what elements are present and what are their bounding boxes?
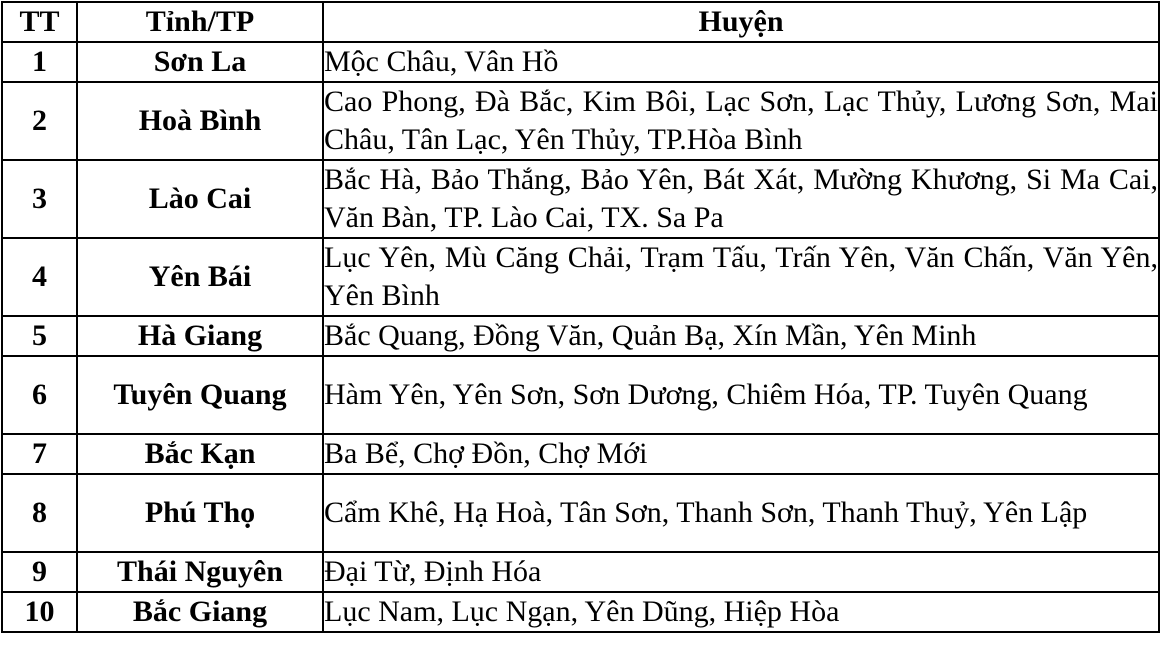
header-district: Huyện bbox=[323, 2, 1159, 42]
row-number: 8 bbox=[2, 474, 77, 552]
province-name: Phú Thọ bbox=[77, 474, 323, 552]
row-number: 1 bbox=[2, 42, 77, 82]
district-list: Lục Yên, Mù Căng Chải, Trạm Tấu, Trấn Yên, Văn Chấn, Văn Yên, Yên Bình bbox=[323, 238, 1159, 316]
row-number: 7 bbox=[2, 434, 77, 474]
row-number: 3 bbox=[2, 160, 77, 238]
table-row bbox=[2, 42, 1159, 82]
table-row bbox=[2, 160, 1159, 238]
row-number: 6 bbox=[2, 356, 77, 434]
district-list: Cao Phong, Đà Bắc, Kim Bôi, Lạc Sơn, Lạc Thủy, Lương Sơn, Mai Châu, Tân Lạc, Yên Thủy, TP.Hòa Bình bbox=[323, 82, 1159, 160]
header-province: Tỉnh/TP bbox=[77, 2, 323, 42]
district-list: Hàm Yên, Yên Sơn, Sơn Dương, Chiêm Hóa, TP. Tuyên Quang bbox=[323, 356, 1159, 434]
table-row bbox=[2, 316, 1159, 356]
province-name: Lào Cai bbox=[77, 160, 323, 238]
district-list: Bắc Hà, Bảo Thắng, Bảo Yên, Bát Xát, Mường Khương, Si Ma Cai, Văn Bàn, TP. Lào Cai, TX. Sa Pa bbox=[323, 160, 1159, 238]
row-number: 4 bbox=[2, 238, 77, 316]
province-name: Hà Giang bbox=[77, 316, 323, 356]
row-number: 9 bbox=[2, 552, 77, 592]
row-number: 2 bbox=[2, 82, 77, 160]
table-row bbox=[2, 238, 1159, 316]
row-number: 5 bbox=[2, 316, 77, 356]
province-name: Bắc Kạn bbox=[77, 434, 323, 474]
province-name: Tuyên Quang bbox=[77, 356, 323, 434]
province-name: Bắc Giang bbox=[77, 592, 323, 632]
district-list: Lục Nam, Lục Ngạn, Yên Dũng, Hiệp Hòa bbox=[323, 592, 1159, 632]
district-list: Đại Từ, Định Hóa bbox=[323, 552, 1159, 592]
table-row bbox=[2, 434, 1159, 474]
table-row bbox=[2, 552, 1159, 592]
table-row bbox=[2, 592, 1159, 632]
table-row bbox=[2, 474, 1159, 552]
province-district-table bbox=[1, 1, 1160, 633]
district-list: Bắc Quang, Đồng Văn, Quản Bạ, Xín Mần, Yên Minh bbox=[323, 316, 1159, 356]
header-tt: TT bbox=[2, 2, 77, 42]
province-name: Hoà Bình bbox=[77, 82, 323, 160]
table-row bbox=[2, 356, 1159, 434]
table-row bbox=[2, 82, 1159, 160]
province-name: Sơn La bbox=[77, 42, 323, 82]
row-number: 10 bbox=[2, 592, 77, 632]
province-name: Yên Bái bbox=[77, 238, 323, 316]
province-name: Thái Nguyên bbox=[77, 552, 323, 592]
district-list: Cẩm Khê, Hạ Hoà, Tân Sơn, Thanh Sơn, Thanh Thuỷ, Yên Lập bbox=[323, 474, 1159, 552]
district-list: Mộc Châu, Vân Hồ bbox=[323, 42, 1159, 82]
district-list: Ba Bể, Chợ Đồn, Chợ Mới bbox=[323, 434, 1159, 474]
table-header-row bbox=[2, 2, 1159, 42]
